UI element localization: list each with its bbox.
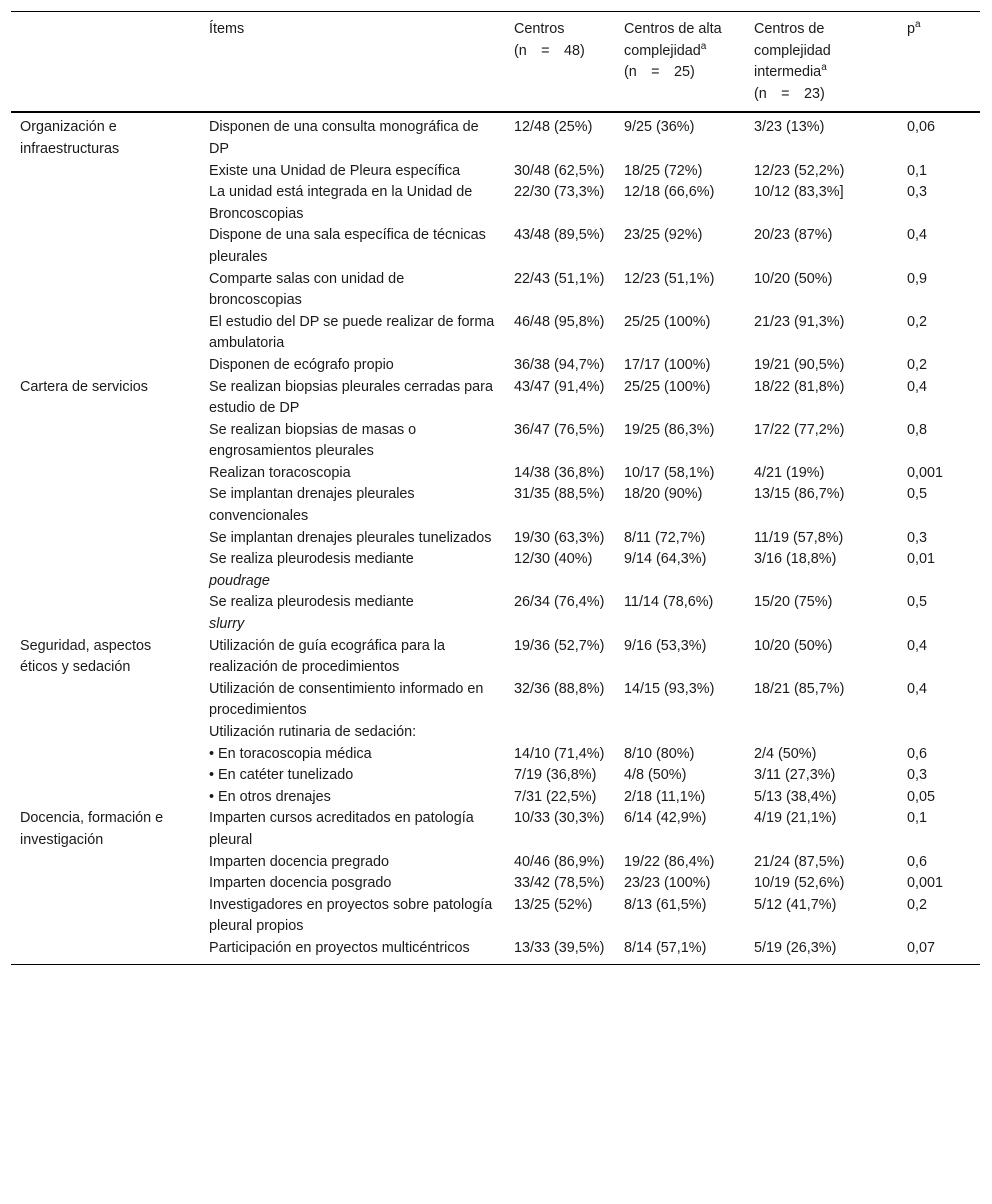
item-cell: Se implantan drenajes pleurales tunelizados	[209, 529, 492, 546]
all-centers-cell: 43/47 (91,4%)	[514, 378, 605, 395]
item-cell: Imparten docencia pregrado	[209, 853, 389, 870]
table-header	[11, 12, 980, 113]
all-centers-cell: 12/48 (25%)	[514, 119, 593, 136]
table-row	[11, 787, 980, 809]
p-value-cell: 0,1	[907, 162, 928, 179]
p-value-cell: 0,3	[907, 767, 928, 784]
category-cell	[11, 722, 200, 744]
p-value-cell: 0,001	[907, 875, 944, 892]
table-row	[11, 636, 980, 679]
all-centers-cell: 33/42 (78,5%)	[514, 875, 605, 892]
intermediate-complexity-cell: 5/19 (26,3%)	[754, 939, 837, 956]
item-cell: Se realizan biopsias de masas o engrosamientos pleurales	[209, 421, 417, 460]
category-cell	[11, 895, 200, 938]
header-mid-label-1: Centros de	[754, 21, 825, 37]
item-cell	[200, 592, 505, 635]
table-row	[11, 895, 980, 938]
high-complexity-cell: 18/25 (72%)	[624, 162, 703, 179]
table-row	[11, 873, 980, 895]
high-complexity-cell: 19/25 (86,3%)	[624, 421, 715, 438]
item-emphasis: slurry	[209, 616, 245, 633]
header-row	[11, 12, 980, 113]
p-value-cell: 0,3	[907, 184, 928, 201]
intermediate-complexity-cell: 10/20 (50%)	[754, 637, 833, 654]
item-cell: Participación en proyectos multicéntricos	[209, 939, 470, 956]
all-centers-cell: 22/30 (73,3%)	[514, 184, 605, 201]
intermediate-complexity-cell: 10/19 (52,6%)	[754, 875, 845, 892]
item-text: Se realiza pleurodesis mediante	[209, 594, 414, 611]
table-row	[11, 722, 980, 744]
high-complexity-cell: 23/23 (100%)	[624, 875, 711, 892]
header-intermediate-complexity	[745, 12, 898, 113]
high-complexity-cell: 8/11 (72,7%)	[624, 529, 706, 546]
high-complexity-cell: 25/25 (100%)	[624, 378, 711, 395]
item-cell: Utilización rutinaria de sedación:	[209, 724, 417, 740]
item-cell: Realizan toracoscopia	[209, 464, 351, 481]
all-centers-cell: 22/43 (51,1%)	[514, 270, 605, 287]
intermediate-complexity-cell: 5/13 (38,4%)	[754, 788, 837, 805]
results-table-container	[11, 11, 980, 965]
header-category	[11, 12, 200, 113]
item-cell: Imparten docencia posgrado	[209, 875, 392, 892]
high-complexity-cell: 8/14 (57,1%)	[624, 939, 707, 956]
category-cell	[11, 161, 200, 183]
category-cell	[11, 484, 200, 527]
high-complexity-cell: 14/15 (93,3%)	[624, 680, 715, 697]
intermediate-complexity-cell: 2/4 (50%)	[754, 745, 817, 762]
p-value-cell: 0,8	[907, 421, 928, 438]
high-complexity-cell: 18/20 (90%)	[624, 486, 703, 503]
table-row	[11, 808, 980, 851]
all-centers-cell: 36/38 (94,7%)	[514, 356, 605, 373]
table-row	[11, 420, 980, 463]
intermediate-complexity-cell: 11/19 (57,8%)	[754, 529, 844, 546]
p-value-cell: 0,1	[907, 810, 928, 827]
header-p-footnote: a	[915, 19, 921, 31]
category-cell	[11, 592, 200, 635]
category-cell	[11, 679, 200, 722]
table-row	[11, 312, 980, 355]
p-value-cell: 0,07	[907, 939, 936, 956]
category-cell	[11, 528, 200, 550]
category-cell	[11, 420, 200, 463]
intermediate-complexity-cell	[745, 722, 898, 744]
intermediate-complexity-cell: 15/20 (75%)	[754, 594, 833, 611]
header-p-value	[898, 12, 980, 113]
high-complexity-cell: 9/25 (36%)	[624, 119, 695, 136]
intermediate-complexity-cell: 18/22 (81,8%)	[754, 378, 845, 395]
table-row	[11, 528, 980, 550]
table-row	[11, 112, 980, 160]
item-cell: Disponen de una consulta monográfica de DP	[209, 119, 479, 157]
category-cell	[11, 744, 200, 766]
category-cell	[11, 938, 200, 964]
p-value-cell: 0,06	[907, 119, 936, 136]
header-high-complexity	[615, 12, 745, 113]
item-cell: Comparte salas con unidad de broncoscopias	[209, 270, 405, 309]
category-cell	[11, 873, 200, 895]
high-complexity-cell: 2/18 (11,1%)	[624, 788, 706, 805]
p-value-cell: 0,4	[907, 680, 928, 697]
p-value-cell: 0,4	[907, 227, 928, 244]
p-value-cell: 0,01	[907, 551, 936, 568]
high-complexity-cell: 4/8 (50%)	[624, 767, 687, 784]
header-all-centers-n: (n = 48)	[514, 42, 585, 59]
table-row	[11, 679, 980, 722]
item-cell: Existe una Unidad de Pleura específica	[209, 162, 461, 179]
all-centers-cell: 14/38 (36,8%)	[514, 464, 605, 481]
all-centers-cell: 31/35 (88,5%)	[514, 486, 605, 503]
p-value-cell: 0,3	[907, 529, 928, 546]
high-complexity-cell: 23/25 (92%)	[624, 227, 703, 244]
item-cell	[200, 549, 505, 592]
item-cell: La unidad está integrada en la Unidad de Broncoscopias	[209, 184, 473, 222]
table-row	[11, 225, 980, 268]
item-cell: Investigadores en proyectos sobre patología pleural propios	[209, 896, 493, 935]
category-cell	[11, 787, 200, 809]
item-cell: Utilización de guía ecográfica para la realización de procedimientos	[209, 637, 445, 676]
all-centers-cell: 13/33 (39,5%)	[514, 939, 605, 956]
all-centers-cell: 30/48 (62,5%)	[514, 162, 605, 179]
intermediate-complexity-cell: 17/22 (77,2%)	[754, 421, 845, 438]
all-centers-cell: 7/19 (36,8%)	[514, 767, 597, 784]
item-emphasis: poudrage	[209, 572, 270, 589]
all-centers-cell: 26/34 (76,4%)	[514, 594, 605, 611]
table-body	[11, 112, 980, 964]
p-value-cell: 0,4	[907, 378, 928, 395]
header-all-centers	[505, 12, 615, 113]
intermediate-complexity-cell: 13/15 (86,7%)	[754, 486, 845, 503]
table-row	[11, 463, 980, 485]
high-complexity-cell: 6/14 (42,9%)	[624, 810, 707, 827]
high-complexity-cell: 12/18 (66,6%)	[624, 184, 715, 201]
category-cell	[11, 463, 200, 485]
intermediate-complexity-cell: 10/20 (50%)	[754, 270, 833, 287]
header-items: Ítems	[209, 21, 245, 37]
table-row	[11, 161, 980, 183]
p-value-cell: 0,2	[907, 896, 928, 913]
item-cell: Dispone de una sala específica de técnicas pleurales	[209, 227, 486, 265]
p-value-cell: 0,6	[907, 745, 928, 762]
category-cell: Organización e infraestructuras	[20, 119, 120, 157]
category-cell	[11, 852, 200, 874]
item-cell: Imparten cursos acreditados en patología pleural	[209, 810, 474, 848]
p-value-cell: 0,5	[907, 594, 928, 611]
category-cell: Cartera de servicios	[20, 378, 148, 395]
category-cell	[11, 765, 200, 787]
table-row	[11, 765, 980, 787]
high-complexity-cell: 8/13 (61,5%)	[624, 896, 707, 913]
intermediate-complexity-cell: 3/16 (18,8%)	[754, 551, 837, 568]
p-value-cell: 0,05	[907, 788, 936, 805]
all-centers-cell: 32/36 (88,8%)	[514, 680, 605, 697]
category-cell	[11, 549, 200, 592]
high-complexity-cell: 25/25 (100%)	[624, 313, 711, 330]
header-high-footnote: a	[700, 40, 707, 52]
table-row	[11, 549, 980, 592]
table-row	[11, 484, 980, 527]
intermediate-complexity-cell: 4/19 (21,1%)	[754, 810, 837, 827]
intermediate-complexity-cell: 21/24 (87,5%)	[754, 853, 845, 870]
high-complexity-cell: 19/22 (86,4%)	[624, 853, 715, 870]
all-centers-cell: 7/31 (22,5%)	[514, 788, 597, 805]
high-complexity-cell	[615, 722, 745, 744]
item-cell: Se implantan drenajes pleurales convencionales	[209, 486, 415, 525]
high-complexity-cell: 9/16 (53,3%)	[624, 637, 707, 654]
table-row	[11, 182, 980, 225]
header-mid-label-3: intermedia	[754, 64, 822, 81]
table-row	[11, 938, 980, 964]
p-value-cell: 0,2	[907, 356, 928, 373]
table-row	[11, 744, 980, 766]
high-complexity-cell: 8/10 (80%)	[624, 745, 695, 762]
all-centers-cell: 10/33 (30,3%)	[514, 810, 605, 827]
header-high-label-2: complejidad	[624, 42, 701, 59]
header-mid-label-2: complejidad	[754, 42, 831, 59]
intermediate-complexity-cell: 3/23 (13%)	[754, 119, 825, 136]
item-cell: • En toracoscopia médica	[209, 745, 372, 762]
intermediate-complexity-cell: 18/21 (85,7%)	[754, 680, 845, 697]
intermediate-complexity-cell: 3/11 (27,3%)	[754, 767, 836, 784]
table-row	[11, 355, 980, 377]
category-cell	[11, 225, 200, 268]
high-complexity-cell: 10/17 (58,1%)	[624, 464, 715, 481]
item-cell: Se realizan biopsias pleurales cerradas para estudio de DP	[209, 378, 493, 417]
high-complexity-cell: 12/23 (51,1%)	[624, 270, 715, 287]
item-cell: • En catéter tunelizado	[209, 767, 354, 784]
high-complexity-cell: 11/14 (78,6%)	[624, 594, 714, 611]
table-row	[11, 269, 980, 312]
item-cell: El estudio del DP se puede realizar de forma ambulatoria	[209, 313, 495, 352]
item-cell: Utilización de consentimiento informado en procedimientos	[209, 680, 484, 719]
item-text: Se realiza pleurodesis mediante	[209, 551, 414, 568]
all-centers-cell: 40/46 (86,9%)	[514, 853, 605, 870]
intermediate-complexity-cell: 12/23 (52,2%)	[754, 162, 845, 179]
intermediate-complexity-cell: 19/21 (90,5%)	[754, 356, 845, 373]
item-cell: • En otros drenajes	[209, 788, 331, 805]
header-mid-n: (n = 23)	[754, 85, 825, 102]
header-all-centers-label: Centros	[514, 21, 565, 37]
high-complexity-cell: 9/14 (64,3%)	[624, 551, 707, 568]
all-centers-cell: 46/48 (95,8%)	[514, 313, 605, 330]
intermediate-complexity-cell: 20/23 (87%)	[754, 227, 833, 244]
p-value-cell: 0,5	[907, 486, 928, 503]
all-centers-cell: 36/47 (76,5%)	[514, 421, 605, 438]
all-centers-cell: 14/10 (71,4%)	[514, 745, 605, 762]
item-cell: Disponen de ecógrafo propio	[209, 356, 394, 373]
header-p-label: p	[907, 21, 916, 37]
high-complexity-cell: 17/17 (100%)	[624, 356, 711, 373]
all-centers-cell: 12/30 (40%)	[514, 551, 593, 568]
intermediate-complexity-cell: 21/23 (91,3%)	[754, 313, 845, 330]
results-table	[11, 11, 980, 965]
p-value-cell: 0,4	[907, 637, 928, 654]
p-value-cell: 0,2	[907, 313, 928, 330]
p-value-cell: 0,6	[907, 853, 928, 870]
category-cell	[11, 182, 200, 225]
intermediate-complexity-cell: 10/12 (83,3%]	[754, 184, 844, 201]
header-mid-footnote: a	[821, 62, 827, 74]
all-centers-cell: 13/25 (52%)	[514, 896, 593, 913]
p-value-cell: 0,9	[907, 270, 928, 287]
table-row	[11, 377, 980, 420]
all-centers-cell	[505, 722, 615, 744]
p-value-cell	[898, 722, 980, 744]
all-centers-cell: 19/30 (63,3%)	[514, 529, 605, 546]
header-high-n: (n = 25)	[624, 64, 695, 81]
category-cell	[11, 355, 200, 377]
intermediate-complexity-cell: 5/12 (41,7%)	[754, 896, 837, 913]
category-cell	[11, 312, 200, 355]
p-value-cell: 0,001	[907, 464, 944, 481]
category-cell: Seguridad, aspectos éticos y sedación	[20, 637, 152, 676]
all-centers-cell: 43/48 (89,5%)	[514, 227, 605, 244]
header-high-label-1: Centros de alta	[624, 21, 722, 37]
intermediate-complexity-cell: 4/21 (19%)	[754, 464, 825, 481]
all-centers-cell: 19/36 (52,7%)	[514, 637, 605, 654]
table-row	[11, 852, 980, 874]
category-cell	[11, 269, 200, 312]
table-row	[11, 592, 980, 635]
category-cell: Docencia, formación e investigación	[20, 810, 164, 848]
